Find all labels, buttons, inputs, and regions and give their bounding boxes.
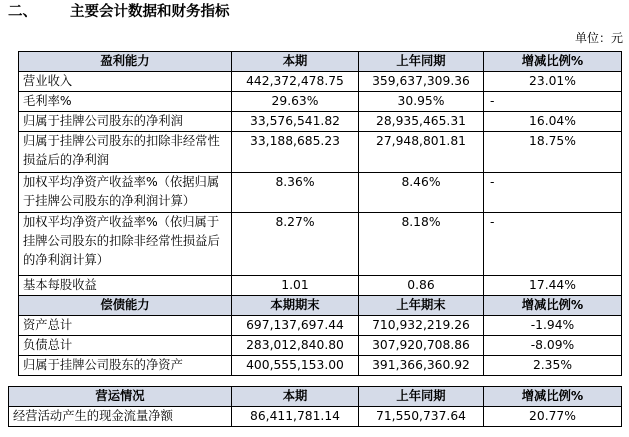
current-value: 8.27% <box>232 213 359 276</box>
current-value: 29.63% <box>232 92 359 112</box>
operations-header-label: 营运情况 <box>9 387 232 407</box>
prior-value: 27,948,801.81 <box>359 132 484 173</box>
prior-value: 71,550,737.64 <box>359 407 484 427</box>
row-label: 加权平均净资产收益率%（依据归属于挂牌公司股东的净利润计算） <box>19 173 232 213</box>
table-row <box>19 276 622 296</box>
row-label: 负债总计 <box>19 336 232 356</box>
row-label: 资产总计 <box>19 316 232 336</box>
row-label: 经营活动产生的现金流量净额 <box>9 407 232 427</box>
row-label: 归属于挂牌公司股东的净资产 <box>19 356 232 376</box>
financial-indicators-table <box>18 51 622 376</box>
current-value: 86,411,781.14 <box>232 407 359 427</box>
section-title: 主要会计数据和财务指标 <box>70 4 230 20</box>
current-value: 1.01 <box>232 276 359 296</box>
profit-header-row <box>19 52 622 72</box>
prior-value: 28,935,465.31 <box>359 112 484 132</box>
current-value: 283,012,840.80 <box>232 336 359 356</box>
prior-value: 0.86 <box>359 276 484 296</box>
solvency-header-row <box>19 296 622 316</box>
table-row <box>19 72 622 92</box>
table-row <box>19 336 622 356</box>
profit-header-current: 本期 <box>232 52 359 72</box>
change-value: 17.44% <box>484 276 622 296</box>
change-value: - <box>484 213 622 276</box>
row-label: 营业收入 <box>19 72 232 92</box>
operations-header-prior: 上年同期 <box>359 387 484 407</box>
prior-value: 359,637,309.36 <box>359 72 484 92</box>
table-row <box>19 173 622 213</box>
current-value: 33,576,541.82 <box>232 112 359 132</box>
prior-value: 710,932,219.26 <box>359 316 484 336</box>
row-label: 归属于挂牌公司股东的净利润 <box>19 112 232 132</box>
row-label: 加权平均净资产收益率%（依归属于挂牌公司股东的扣除非经常性损益后的净利润计算） <box>19 213 232 276</box>
change-value: 16.04% <box>484 112 622 132</box>
profit-header-prior: 上年同期 <box>359 52 484 72</box>
solvency-header-change: 增减比例% <box>484 296 622 316</box>
section-heading <box>8 0 230 24</box>
change-value: 2.35% <box>484 356 622 376</box>
current-value: 33,188,685.23 <box>232 132 359 173</box>
operations-header-row <box>9 387 622 407</box>
table-row <box>19 316 622 336</box>
unit-label: 单位：元 <box>574 31 623 45</box>
prior-value: 391,366,360.92 <box>359 356 484 376</box>
row-label: 基本每股收益 <box>19 276 232 296</box>
change-value: 18.75% <box>484 132 622 173</box>
table-row <box>19 92 622 112</box>
change-value: -8.09% <box>484 336 622 356</box>
change-value: 20.77% <box>484 407 622 427</box>
change-value: 23.01% <box>484 72 622 92</box>
current-value: 8.36% <box>232 173 359 213</box>
row-label: 归属于挂牌公司股东的扣除非经常性损益后的净利润 <box>19 132 232 173</box>
change-value: - <box>484 92 622 112</box>
table-row <box>19 213 622 276</box>
operations-header-change: 增减比例% <box>484 387 622 407</box>
profit-header-label: 盈利能力 <box>19 52 232 72</box>
operations-table <box>8 386 622 427</box>
current-value: 697,137,697.44 <box>232 316 359 336</box>
table-row <box>19 132 622 173</box>
row-label: 毛利率% <box>19 92 232 112</box>
prior-value: 8.18% <box>359 213 484 276</box>
operations-header-current: 本期 <box>232 387 359 407</box>
change-value: - <box>484 173 622 213</box>
prior-value: 307,920,708.86 <box>359 336 484 356</box>
solvency-header-current: 本期期末 <box>232 296 359 316</box>
prior-value: 8.46% <box>359 173 484 213</box>
prior-value: 30.95% <box>359 92 484 112</box>
change-value: -1.94% <box>484 316 622 336</box>
current-value: 400,555,153.00 <box>232 356 359 376</box>
table-row <box>19 112 622 132</box>
profit-header-change: 增减比例% <box>484 52 622 72</box>
table-row <box>9 407 622 427</box>
solvency-header-prior: 上年期末 <box>359 296 484 316</box>
section-number: 二、 <box>8 4 37 20</box>
current-value: 442,372,478.75 <box>232 72 359 92</box>
table-row <box>19 356 622 376</box>
solvency-header-label: 偿债能力 <box>19 296 232 316</box>
